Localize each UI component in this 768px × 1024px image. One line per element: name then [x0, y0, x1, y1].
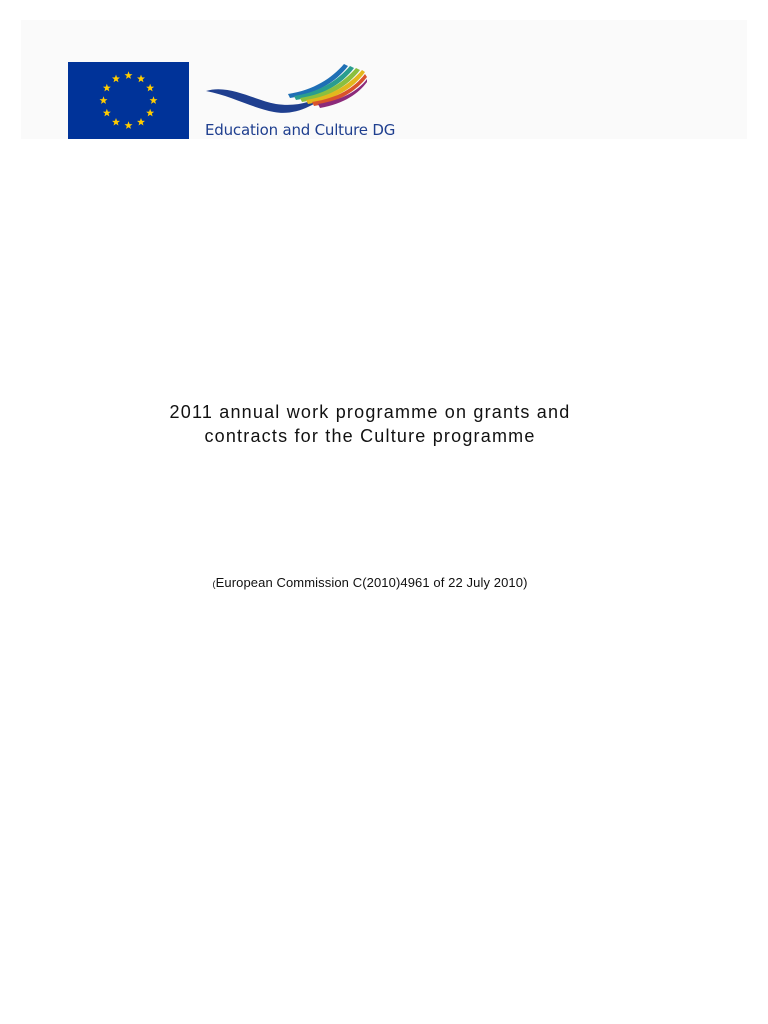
- reference-text: European Commission C(2010)4961 of 22 July 2010): [215, 575, 528, 590]
- education-culture-swoosh-icon: [204, 60, 368, 122]
- eu-flag-icon: [68, 62, 189, 139]
- document-reference: [100, 575, 640, 590]
- document-title-line-2: contracts for the Culture programme: [204, 426, 536, 446]
- reference-open-paren: (: [212, 579, 216, 589]
- dg-logo-text: Education and Culture DG: [205, 121, 396, 139]
- document-title: [100, 400, 640, 448]
- document-title-line-1: 2011 annual work programme on grants and: [169, 402, 571, 422]
